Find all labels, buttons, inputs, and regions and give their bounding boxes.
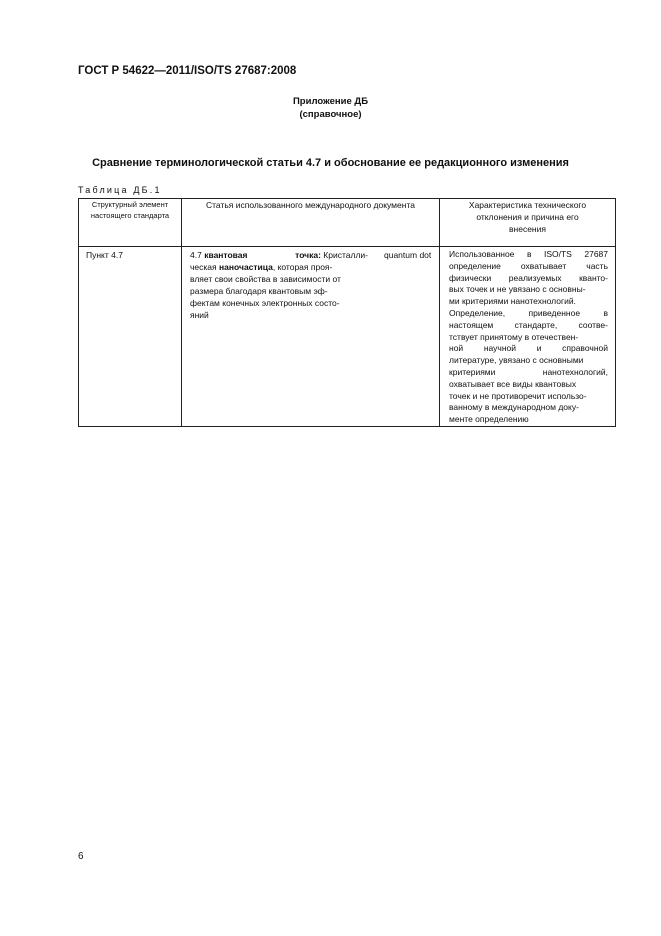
header-col1-line1: Структурный элемент — [91, 200, 169, 209]
characteristic-word: реализуемых — [508, 272, 562, 283]
characteristic-word: Использованное — [449, 249, 515, 259]
characteristic-word: тствует принятому в отечествен- — [449, 331, 579, 342]
characteristic-line — [449, 296, 608, 308]
characteristic-word: Определение, — [449, 307, 506, 318]
characteristic-word: в — [526, 249, 532, 259]
term-number: 4.7 — [190, 250, 202, 260]
header-col1-line2: настоящего стандарта — [90, 211, 170, 220]
characteristic-word: охватывает — [520, 260, 567, 271]
characteristic-word: физически — [449, 272, 492, 283]
section-title: Сравнение терминологической статьи 4.7 и обоснование ее редакционного изменения — [92, 157, 569, 169]
table-header-row — [79, 199, 616, 247]
term-reference: наночастица — [219, 262, 273, 272]
characteristic-line — [449, 414, 608, 426]
definition-text-part: , которая проя- — [272, 262, 333, 272]
characteristic-word: определение — [449, 260, 501, 271]
cell-article — [182, 247, 440, 427]
header-deviation-characteristic — [440, 199, 616, 247]
characteristic-word: критериями — [449, 366, 496, 377]
definition-start: Кристалли- — [323, 250, 368, 260]
characteristic-line — [449, 261, 608, 273]
definition-text — [190, 249, 368, 321]
term-word-2: точка: — [295, 250, 321, 260]
definition-line: яний — [190, 310, 209, 320]
characteristic-line — [449, 402, 608, 414]
characteristic-word: приведенное — [528, 307, 581, 318]
characteristic-line — [449, 343, 608, 355]
page-number: 6 — [78, 851, 84, 862]
characteristic-line — [449, 367, 608, 379]
characteristic-word: настоящем — [449, 319, 494, 330]
header-international-article: Статья использованного международного документа — [182, 199, 440, 247]
header-col3-line3: внесения — [509, 224, 546, 234]
characteristic-line — [449, 355, 608, 367]
characteristic-word: справочной — [562, 343, 608, 354]
characteristic-line — [449, 284, 608, 296]
definition-line — [190, 249, 368, 261]
cell-characteristic — [440, 247, 616, 427]
characteristic-word: литературе, увязано с основными — [449, 355, 584, 366]
appendix-heading — [0, 95, 661, 121]
characteristic-word: ной — [449, 343, 464, 354]
characteristic-word: ванному в международном доку- — [449, 402, 579, 413]
header-structural-element — [79, 199, 182, 247]
characteristic-word: и — [536, 343, 542, 354]
definition-line: размера благодаря квантовым эф- — [190, 286, 328, 296]
english-term: quantum dot — [384, 250, 432, 260]
table-label: Таблица ДБ.1 — [78, 185, 162, 195]
characteristic-word: научной — [483, 343, 517, 354]
definition-line — [190, 261, 368, 273]
definition-term-group — [190, 249, 247, 261]
characteristic-line — [449, 273, 608, 285]
header-col3-line1: Характеристика технического — [468, 200, 587, 210]
definition-term-group-2 — [295, 249, 368, 261]
appendix-subtitle: (справочное) — [299, 109, 362, 120]
definition-line: вляет свои свойства в зависимости от — [190, 274, 341, 284]
characteristic-line — [449, 379, 608, 391]
characteristic-line — [449, 320, 608, 332]
definition-line: фектам конечных электронных состо- — [190, 298, 340, 308]
characteristic-line — [449, 332, 608, 344]
characteristic-word: нанотехнологий, — [542, 366, 608, 377]
characteristic-word: 27687 — [584, 249, 608, 259]
characteristic-word: вых точек и не увязано с основны- — [449, 284, 586, 295]
characteristic-word: охватывает все виды квантовых — [449, 378, 577, 389]
characteristic-word: в — [603, 307, 608, 318]
definition-text-part: ческая — [190, 262, 217, 272]
characteristic-word: ISO/TS — [543, 249, 572, 259]
characteristic-word: точек и не противоречит использо- — [449, 390, 587, 401]
characteristic-word: соотве- — [578, 319, 608, 330]
characteristic-line — [449, 249, 608, 261]
header-col3-line2: отклонения и причина его — [476, 212, 579, 222]
comparison-table — [78, 198, 616, 427]
document-code: ГОСТ Р 54622—2011/ISO/TS 27687:2008 — [78, 65, 297, 77]
characteristic-word: ми критериями нанотехнологий. — [449, 296, 576, 307]
characteristic-line — [449, 308, 608, 320]
characteristic-word: менте определению — [449, 414, 529, 425]
term-word: квантовая — [204, 250, 248, 260]
characteristic-word: кванто- — [579, 272, 608, 283]
characteristic-word: стандарте, — [514, 319, 558, 330]
table-row — [79, 247, 616, 427]
characteristic-line — [449, 391, 608, 403]
cell-element: Пункт 4.7 — [79, 247, 182, 427]
characteristic-word: часть — [586, 260, 608, 271]
appendix-title: Приложение ДБ — [292, 96, 369, 107]
